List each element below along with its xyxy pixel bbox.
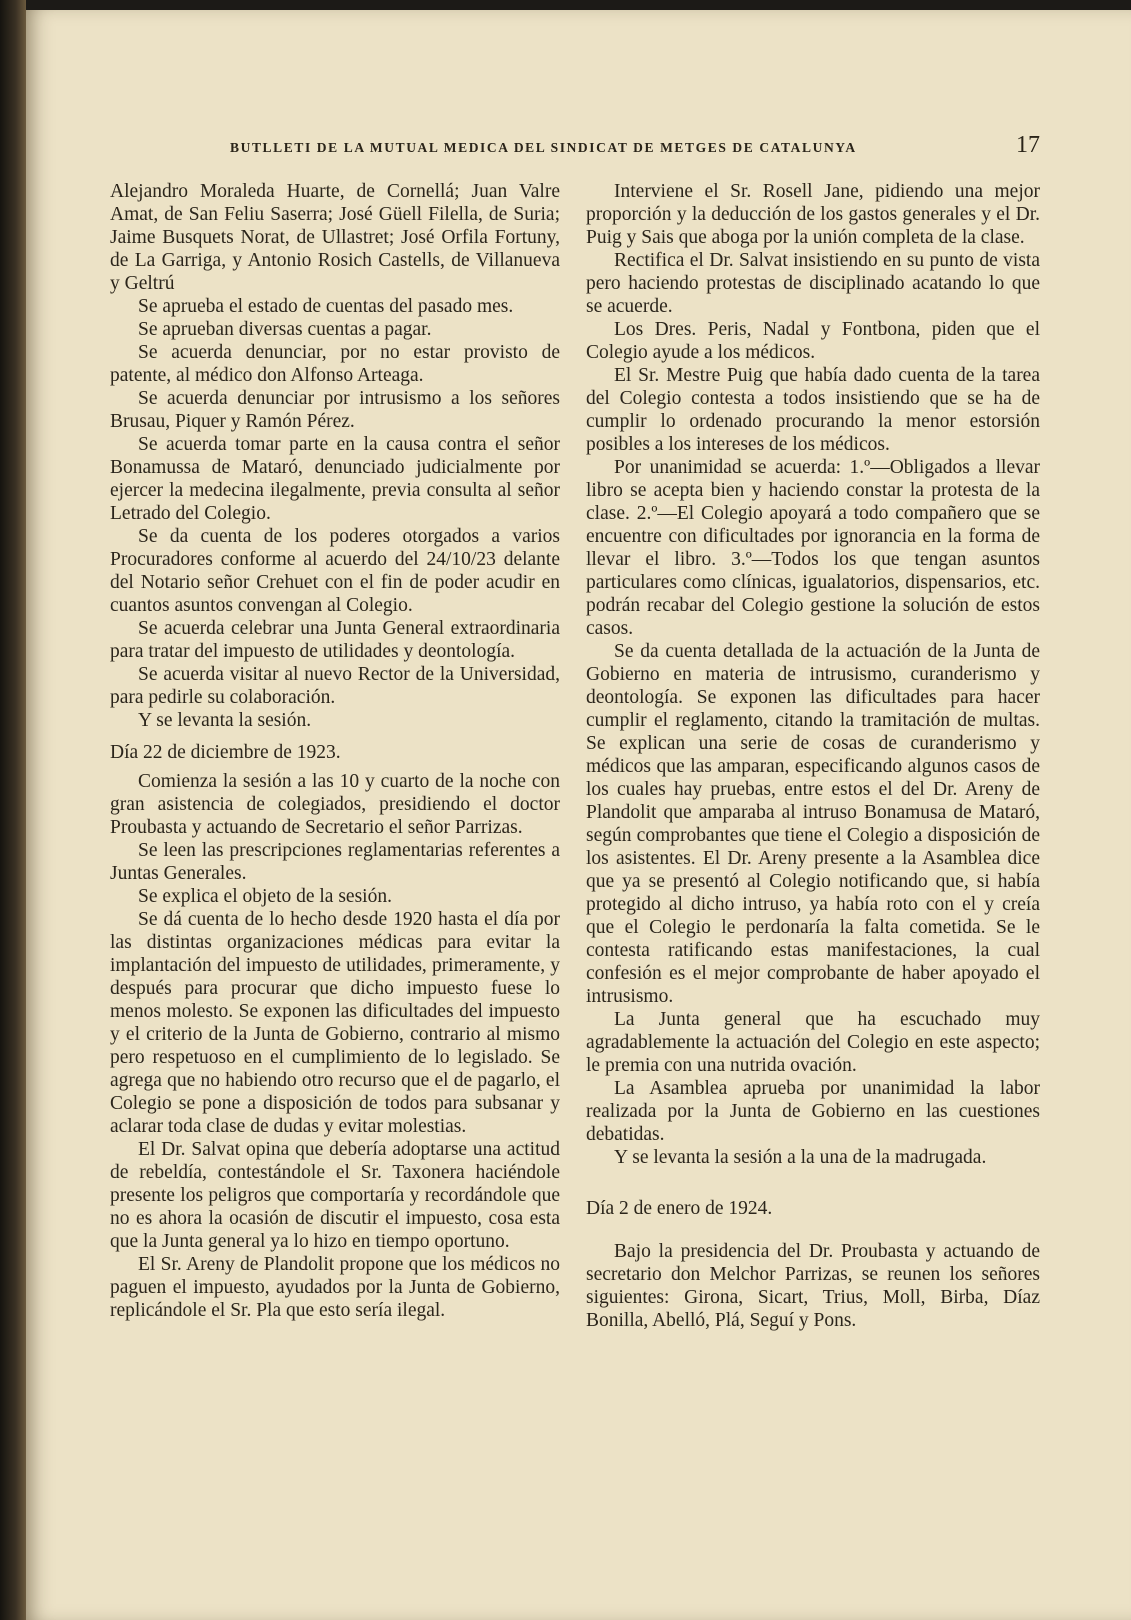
paragraph: Interviene el Sr. Rosell Jane, pidiendo una mejor proporción y la deducción de los gastos generales y el Dr. Puig y Sais que aboga por la unión completa de la clase.	[586, 181, 1040, 248]
running-title: BUTLLETI DE LA MUTUAL MEDICA DEL SINDICAT DE METGES DE CATALUNYA	[230, 140, 857, 155]
paragraph: Se aprueba el estado de cuentas del pasado mes.	[138, 296, 514, 317]
paragraph: Y se levanta la sesión a la una de la madrugada.	[614, 1147, 987, 1168]
paragraph: Se acuerda visitar al nuevo Rector de la Universidad, para pedirle su colaboración.	[110, 664, 560, 708]
paragraph: Bajo la presidencia del Dr. Proubasta y actuando de secretario don Melchor Parrizas, se reunen los señores siguientes: Girona, Sicart, Trius, Moll, Birba, Díaz Bonilla, Abelló, Plá, Seguí y Pons.	[586, 1241, 1040, 1331]
session-date: Día 22 de diciembre de 1923.	[110, 742, 341, 763]
paragraph: Alejandro Moraleda Huarte, de Cornellá; Juan Valre Amat, de San Feliu Saserra; José Güell Filella, de Suria; Jaime Busquets Norat, de Ullastret; José Orfila Fortuny, de La Garriga, y Antonio Rosich Castells, de Villanueva y Geltrú	[110, 181, 560, 294]
paragraph: Se leen las prescripciones reglamentarias referentes a Juntas Generales.	[110, 840, 560, 884]
paragraph: La Asamblea aprueba por unanimidad la labor realizada por la Junta de Gobierno en las cuestiones debatidas.	[586, 1078, 1040, 1145]
left-column	[110, 180, 560, 1322]
paragraph: Por unanimidad se acuerda: 1.º—Obligados a llevar libro se acepta bien y haciendo constar la protesta de la clase. 2.º—El Colegio apoyará a todo compañero que se encuentre con dificultades por ignorancia en la forma de llevar el libro. 3.º—Todos los que tengan asuntos particulares como clínicas, igualatorios, dispensarios, etc. podrán recabar del Colegio gestione la solución de estos casos.	[586, 457, 1040, 639]
paragraph: Rectifica el Dr. Salvat insistiendo en su punto de vista pero haciendo protestas de disciplinado acatando lo que se acuerde.	[586, 250, 1040, 317]
paragraph: Comienza la sesión a las 10 y cuarto de la noche con gran asistencia de colegiados, presidiendo el doctor Proubasta y actuando de Secretario el señor Parrizas.	[110, 771, 560, 838]
book-gutter	[0, 0, 26, 1620]
paragraph: La Junta general que ha escuchado muy agradablemente la actuación del Colegio en este aspecto; le premia con una nutrida ovación.	[586, 1009, 1040, 1076]
paragraph: Los Dres. Peris, Nadal y Fontbona, piden que el Colegio ayude a los médicos.	[586, 319, 1040, 363]
page-number: 17	[1016, 132, 1040, 158]
paragraph: Se da cuenta de los poderes otorgados a varios Procuradores conforme al acuerdo del 24/10/23 delante del Notario señor Crehuet con el fin de poder acudir en cuantos asuntos convengan al Colegio.	[110, 526, 560, 616]
paragraph: Se acuerda celebrar una Junta General extraordinaria para tratar del impuesto de utilidades y deontología.	[110, 618, 560, 662]
session-date: Día 2 de enero de 1924.	[586, 1198, 773, 1219]
paragraph: Se acuerda denunciar, por no estar provisto de patente, al médico don Alfonso Arteaga.	[110, 342, 560, 386]
paragraph: Se aprueban diversas cuentas a pagar.	[138, 319, 432, 340]
paragraph: Se acuerda denunciar por intrusismo a los señores Brusau, Piquer y Ramón Pérez.	[110, 388, 560, 432]
page-header	[110, 132, 1040, 170]
paragraph: El Dr. Salvat opina que debería adoptarse una actitud de rebeldía, contestándole el Sr. Taxonera haciéndole presente los peligros que comportaría y recordándole que no es ahora la ocasión de discutir el impuesto, cosa esta que la Junta general ya lo hizo en tiempo oportuno.	[110, 1139, 560, 1252]
paragraph: Se dá cuenta de lo hecho desde 1920 hasta el día por las distintas organizaciones médicas para evitar la implantación del impuesto de utilidades, primeramente, y después para procurar que dicho impuesto fuese lo menos molesto. Se exponen las dificultades del impuesto y el criterio de la Junta de Gobierno, contrario al mismo pero respetuoso en el cumplimiento de lo legislado. Se agrega que no habiendo otro recurso que el de pagarlo, el Colegio se pone a disposición de todos para subsanar y aclarar toda clase de dudas y evitar molestias.	[110, 909, 560, 1137]
right-column	[586, 180, 1040, 1332]
paragraph: Y se levanta la sesión.	[138, 710, 312, 731]
paragraph: Se da cuenta detallada de la actuación de la Junta de Gobierno en materia de intrusismo, curanderismo y deontología. Se exponen las dificultades para hacer cumplir el reglamento, citando la tramitación de multas. Se explican una serie de cosas de curanderismo y médicos que las amparan, especificando algunos casos de los cuales hay pruebas, entre estos el del Dr. Areny de Plandolit que amparaba al intruso Bonamusa de Mataró, según comprobantes que tiene el Colegio a disposición de los asistentes. El Dr. Areny presente a la Asamblea dice que ya se presentó al Colegio notificando que, si había protegido al dicho intruso, ya había roto con el y creía que el Colegio le perdonaría la falta cometida. Se le contesta ratificando estas manifestaciones, la cual confesión es el mejor comprobante de haber apoyado el intrusismo.	[586, 641, 1040, 1007]
paragraph: Se acuerda tomar parte en la causa contra el señor Bonamussa de Mataró, denunciado judicialmente por ejercer la medecina ilegalmente, previa consulta al señor Letrado del Colegio.	[110, 434, 560, 524]
paragraph: El Sr. Mestre Puig que había dado cuenta de la tarea del Colegio contesta a todos insistiendo que se ha de cumplir lo ordenado procurando la menor estorsión posibles a los intereses de los médicos.	[586, 365, 1040, 455]
paragraph: Se explica el objeto de la sesión.	[138, 886, 392, 907]
paragraph: El Sr. Areny de Plandolit propone que los médicos no paguen el impuesto, ayudados por la Junta de Gobierno, replicándole el Sr. Pla que esto sería ilegal.	[110, 1254, 560, 1321]
